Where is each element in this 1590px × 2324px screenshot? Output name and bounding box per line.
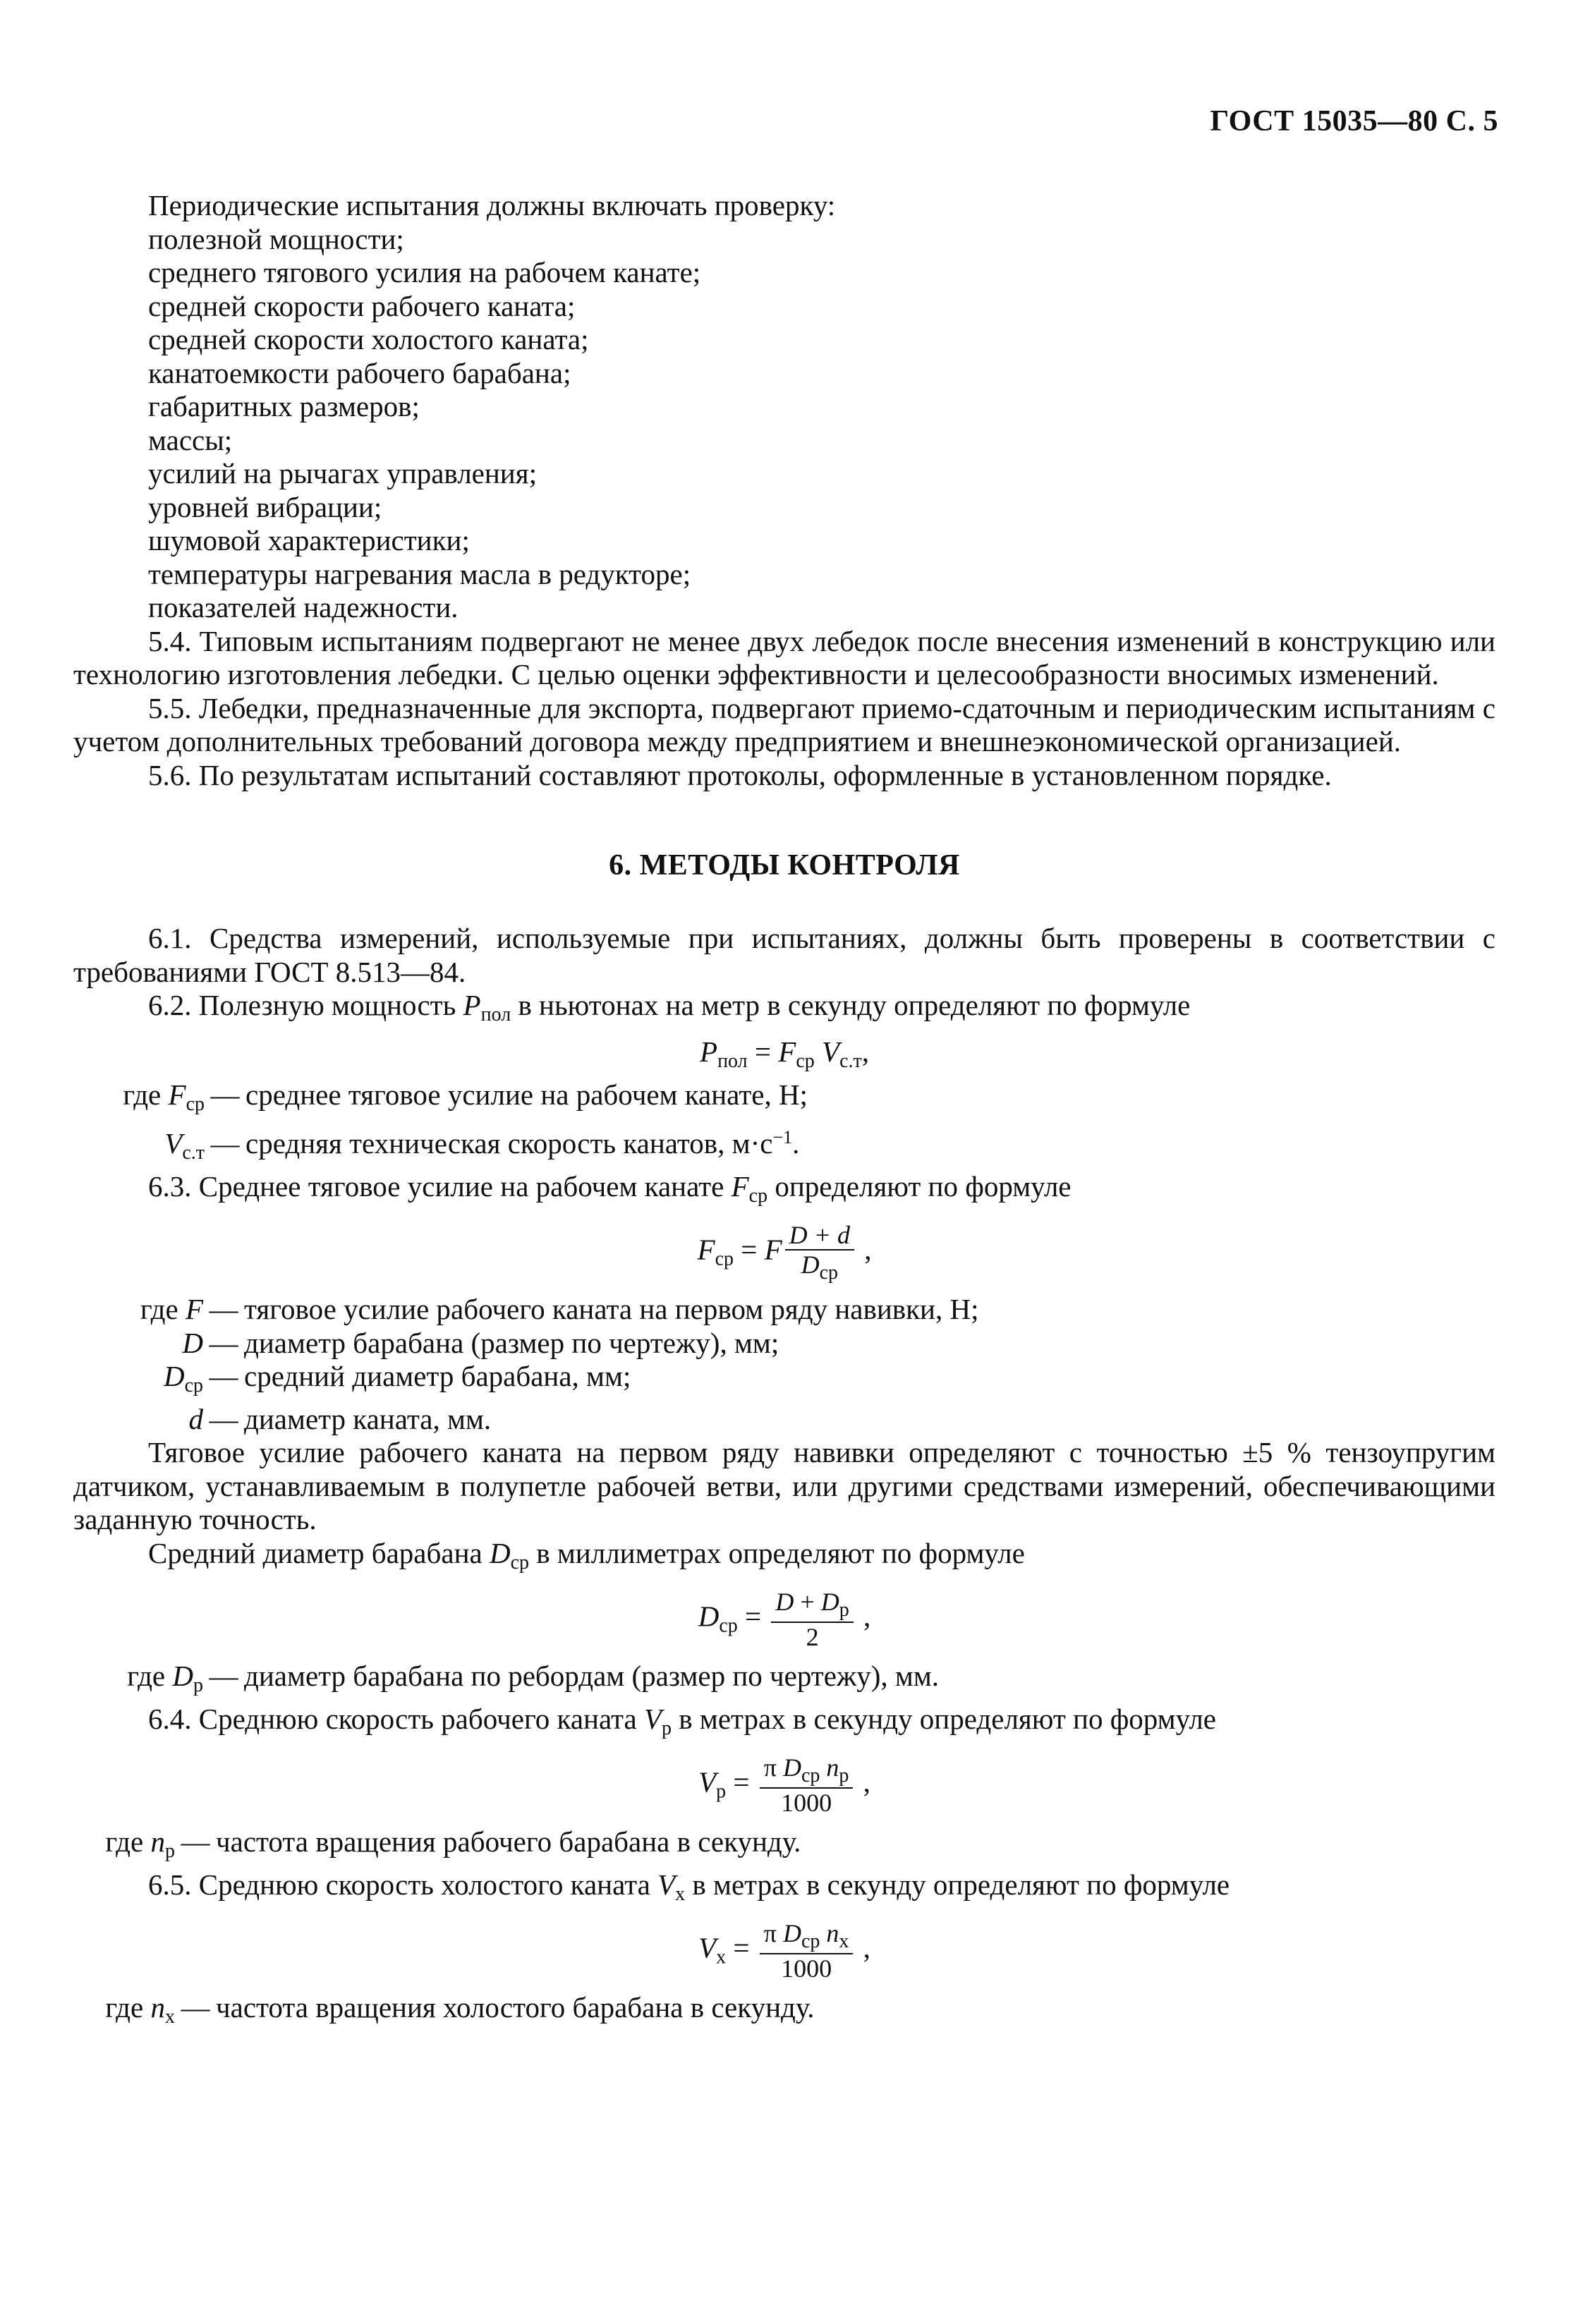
dash: — bbox=[210, 1078, 240, 1111]
definition-text: диаметр барабана по ребордам (размер по чертежу), мм. bbox=[244, 1660, 940, 1692]
definition-text: диаметр барабана (размер по чертежу), мм; bbox=[244, 1326, 779, 1359]
list-item: габаритных размеров; bbox=[148, 390, 420, 422]
variable: n bbox=[826, 1919, 839, 1947]
plus-sign: + bbox=[794, 1588, 821, 1616]
denominator: 1000 bbox=[781, 1954, 832, 1983]
variable: d bbox=[188, 1402, 203, 1435]
subscript: с.т bbox=[839, 1050, 862, 1072]
superscript: −1 bbox=[772, 1127, 793, 1148]
punctuation: , bbox=[856, 1600, 871, 1633]
variable: F bbox=[731, 1169, 749, 1203]
where-line bbox=[73, 1403, 1495, 1437]
paragraph-5-4: 5.4. Типовым испытаниям подвергают не менее двух лебедок после внесения изменений в конструкцию или технологию изготовления лебедки. С целью оценки эффективности и целесообразности вносимых изменений. bbox=[73, 624, 1495, 690]
where-prefix: где bbox=[140, 1293, 186, 1325]
formula-mean-diameter bbox=[73, 1589, 1495, 1650]
dash: — bbox=[209, 1660, 238, 1692]
subscript: ср bbox=[819, 1262, 839, 1284]
variable: D bbox=[782, 1753, 801, 1782]
definition-text: средний диаметр барабана, мм; bbox=[244, 1360, 631, 1392]
punctuation: , bbox=[856, 1931, 870, 1964]
text-run: Средний диаметр барабана bbox=[148, 1536, 490, 1569]
variable: P bbox=[463, 989, 481, 1021]
equals-sign: = bbox=[747, 1035, 779, 1068]
denominator: 1000 bbox=[781, 1789, 832, 1817]
punctuation: , bbox=[856, 1765, 870, 1799]
dash: — bbox=[209, 1326, 238, 1359]
dash: — bbox=[209, 1293, 238, 1325]
variable: V bbox=[164, 1127, 183, 1160]
variable: P bbox=[700, 1035, 718, 1068]
text-run: в миллиметрах определяют по формуле bbox=[529, 1536, 1025, 1569]
text-run: 6.5. Среднюю скорость холостого каната bbox=[148, 1868, 658, 1901]
paragraph-6-3 bbox=[73, 1170, 1495, 1213]
subscript: ср bbox=[186, 1093, 205, 1115]
where-line bbox=[73, 1327, 1495, 1361]
subscript: р bbox=[193, 1674, 203, 1696]
dash: — bbox=[181, 1825, 210, 1858]
definition-text: средняя техническая скорость канатов, м·с bbox=[245, 1127, 773, 1160]
subscript: р bbox=[716, 1780, 727, 1803]
variable: D bbox=[698, 1600, 720, 1633]
paragraph-6-5 bbox=[73, 1868, 1495, 1911]
list-item: усилий на рычагах управления; bbox=[148, 457, 537, 489]
variable: n bbox=[150, 1825, 165, 1858]
denominator: D bbox=[801, 1251, 820, 1279]
list-item: температуры нагревания масла в редукторе; bbox=[148, 557, 691, 590]
where-line bbox=[73, 1078, 1495, 1121]
formula-mean-tension bbox=[73, 1222, 1495, 1283]
formula-idle-speed bbox=[73, 1921, 1495, 1981]
paragraph-6-1: 6.1. Средства измерений, используемые при испытаниях, должны быть проверены в соответствии с требованиями ГОСТ 8.513—84. bbox=[73, 922, 1495, 988]
variable: F bbox=[697, 1233, 715, 1266]
where-line bbox=[73, 1991, 1495, 2034]
variable: D bbox=[782, 1919, 801, 1947]
text-run: в метрах в секунду определяют по формуле bbox=[672, 1702, 1216, 1735]
definition-text: тяговое усилие рабочего каната на первом ряду навивки, Н; bbox=[244, 1293, 979, 1325]
subscript: ср bbox=[510, 1551, 529, 1574]
list-item: уровней вибрации; bbox=[148, 490, 382, 523]
numerator: D + d bbox=[785, 1222, 854, 1251]
list-item: средней скорости холостого каната; bbox=[148, 323, 589, 355]
text-run: определяют по формуле bbox=[767, 1169, 1072, 1203]
variable: F bbox=[778, 1035, 796, 1068]
where-prefix: где bbox=[123, 1078, 169, 1111]
text-run: в ньютонах на метр в секунду определяют по формуле bbox=[511, 989, 1191, 1021]
paragraph-tension-measurement: Тяговое усилие рабочего каната на первом ряду навивки определяют с точностью ±5 % тензоупругим датчиком, устанавливаемым в полупетле рабочей ветви, или другими средствами измерений, обеспечивающими заданную точность. bbox=[73, 1436, 1495, 1535]
where-prefix: где bbox=[105, 1825, 151, 1858]
where-line bbox=[73, 1660, 1495, 1703]
equals-sign: = bbox=[737, 1600, 769, 1633]
denominator: 2 bbox=[806, 1623, 819, 1651]
variable: F bbox=[168, 1078, 186, 1111]
where-line bbox=[73, 1293, 1495, 1327]
page-header: ГОСТ 15035—80 С. 5 bbox=[1210, 105, 1498, 138]
list-item: массы; bbox=[148, 423, 233, 456]
equals-sign: = bbox=[726, 1765, 757, 1799]
subscript: ср bbox=[801, 1765, 820, 1787]
fraction bbox=[760, 1921, 854, 1981]
text-run: 6.4. Среднюю скорость рабочего каната bbox=[148, 1702, 644, 1735]
formula-useful-power bbox=[73, 1035, 1495, 1072]
variable: F bbox=[764, 1233, 782, 1266]
pi-symbol: π bbox=[763, 1753, 783, 1782]
text-run: в метрах в секунду определяют по формуле bbox=[685, 1868, 1230, 1901]
periodic-intro: Периодические испытания должны включать проверку: bbox=[148, 189, 836, 221]
pi-symbol: π bbox=[763, 1919, 783, 1947]
subscript: ср bbox=[715, 1248, 734, 1270]
equals-sign: = bbox=[726, 1931, 757, 1964]
subscript: пол bbox=[480, 1004, 511, 1026]
subscript: р bbox=[662, 1717, 672, 1739]
fraction bbox=[785, 1222, 854, 1283]
variable: n bbox=[826, 1753, 839, 1782]
variable: V bbox=[644, 1702, 662, 1735]
variable: D bbox=[820, 1588, 839, 1616]
variable: D bbox=[163, 1360, 185, 1392]
subscript: пол bbox=[717, 1050, 748, 1072]
punctuation: . bbox=[792, 1127, 800, 1160]
list-item: канатоемкости рабочего барабана; bbox=[148, 356, 571, 389]
subscript: ср bbox=[796, 1050, 815, 1072]
list-item: полезной мощности; bbox=[148, 222, 404, 255]
paragraph-mean-diameter bbox=[73, 1537, 1495, 1580]
variable: V bbox=[698, 1765, 717, 1799]
paragraph-5-6: 5.6. По результатам испытаний составляют протоколы, оформленные в установленном порядке. bbox=[148, 758, 1332, 791]
paragraph-6-2 bbox=[73, 989, 1495, 1032]
punctuation: , bbox=[861, 1035, 869, 1068]
text-run: 6.3. Среднее тяговое усилие на рабочем канате bbox=[148, 1169, 732, 1203]
variable: n bbox=[150, 1991, 165, 2024]
subscript: ср bbox=[801, 1930, 820, 1952]
subscript: х bbox=[839, 1930, 849, 1952]
list-item: среднего тягового усилия на рабочем канате; bbox=[148, 256, 701, 288]
subscript: х bbox=[675, 1882, 686, 1905]
formula-working-speed bbox=[73, 1755, 1495, 1815]
section-6-title: 6. МЕТОДЫ КОНТРОЛЯ bbox=[609, 849, 960, 882]
variable: V bbox=[657, 1868, 676, 1901]
subscript: с.т bbox=[182, 1142, 205, 1164]
punctuation: , bbox=[856, 1233, 872, 1266]
subscript: ср bbox=[184, 1375, 203, 1397]
list-item: показателей надежности. bbox=[148, 591, 459, 623]
dash: — bbox=[209, 1360, 238, 1392]
fraction bbox=[771, 1589, 853, 1650]
where-prefix: где bbox=[127, 1660, 173, 1692]
text-run: 6.2. Полезную мощность bbox=[148, 989, 463, 1021]
dash: — bbox=[181, 1991, 210, 2024]
list-item: средней скорости рабочего каната; bbox=[148, 289, 576, 322]
variable: D bbox=[775, 1588, 794, 1616]
fraction bbox=[760, 1755, 854, 1815]
variable: D bbox=[489, 1536, 511, 1569]
subscript: р bbox=[839, 1765, 849, 1787]
where-line bbox=[73, 1360, 1495, 1403]
definition-text: частота вращения рабочего барабана в секунду. bbox=[216, 1825, 801, 1858]
list-item: шумовой характеристики; bbox=[148, 524, 470, 556]
variable: F bbox=[185, 1293, 203, 1325]
variable: V bbox=[822, 1035, 840, 1068]
where-line bbox=[73, 1825, 1495, 1868]
paragraph-5-5: 5.5. Лебедки, предназначенные для экспорта, подвергают приемо-сдаточным и периодическим испытаниям с учетом дополнительных требований договора между предприятием и внешнеэкономической организацией. bbox=[73, 691, 1495, 758]
periodic-list bbox=[73, 223, 1495, 625]
subscript: х bbox=[165, 2006, 175, 2028]
definition-text: среднее тяговое усилие на рабочем канате, Н; bbox=[245, 1078, 808, 1111]
page-content bbox=[73, 189, 1495, 2034]
variable: D bbox=[172, 1660, 193, 1692]
variable: D bbox=[182, 1326, 203, 1359]
subscript: ср bbox=[748, 1184, 768, 1207]
definition-text: частота вращения холостого барабана в секунду. bbox=[216, 1991, 815, 2024]
subscript: х bbox=[716, 1946, 727, 1969]
where-prefix: где bbox=[105, 1991, 151, 2024]
subscript: р bbox=[165, 1840, 175, 1862]
subscript: ср bbox=[719, 1614, 738, 1637]
where-line bbox=[73, 1121, 1495, 1170]
paragraph-6-4 bbox=[73, 1703, 1495, 1746]
dash: — bbox=[210, 1127, 240, 1160]
variable: V bbox=[698, 1931, 717, 1964]
dash: — bbox=[209, 1402, 238, 1435]
definition-text: диаметр каната, мм. bbox=[244, 1402, 492, 1435]
equals-sign: = bbox=[734, 1233, 765, 1266]
subscript: р bbox=[839, 1599, 849, 1621]
